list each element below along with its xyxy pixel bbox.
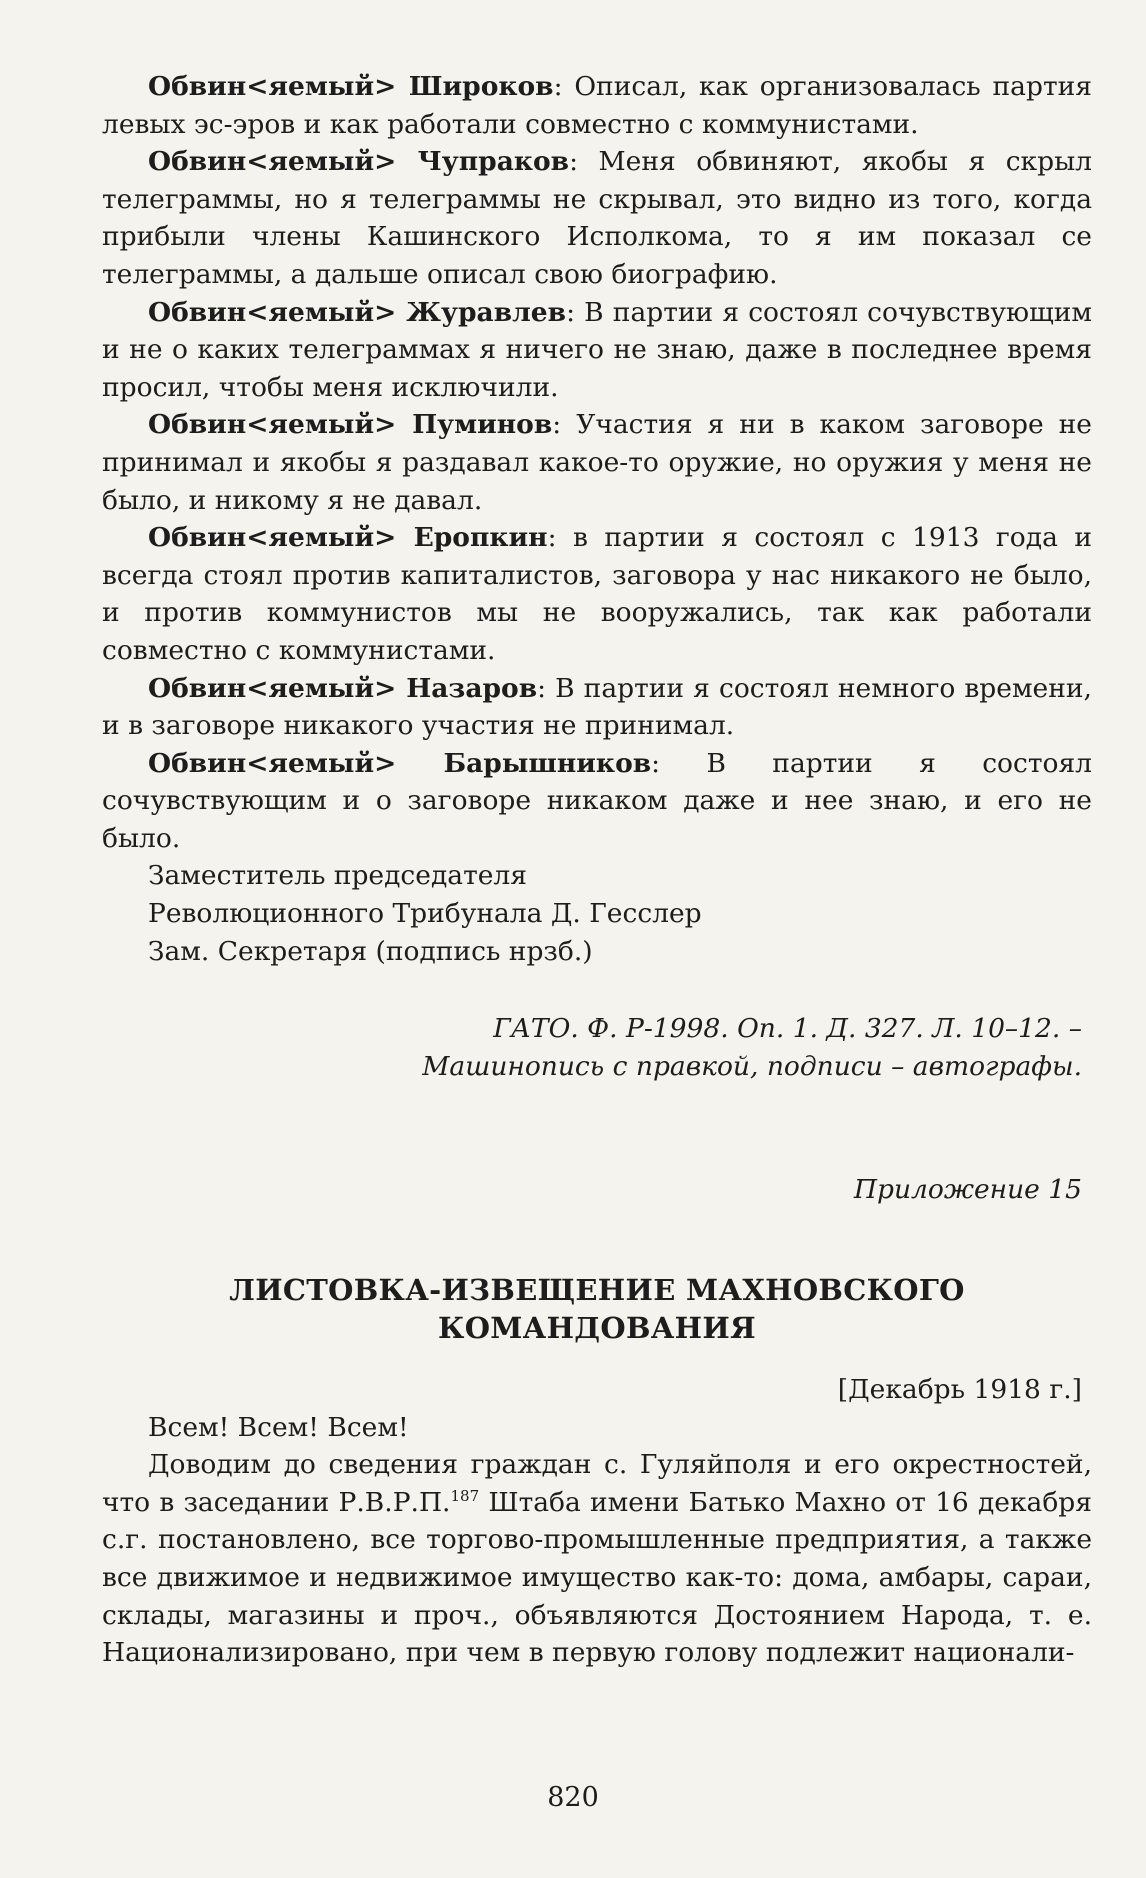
greeting: Всем! Всем! Всем!: [148, 1411, 409, 1443]
testimony-text: : Меня обвиняют, якобы я скрыл телеграммы, но я телеграммы не скрывал, это видно из того, когда прибыли члены Кашинского Исполкома, то я им показал се телеграммы, а дальше описал свою биографию.: [102, 146, 1092, 290]
title-line: ЛИСТОВКА-ИЗВЕЩЕНИЕ МАХНОВСКОГО: [229, 1273, 965, 1308]
page-number: 820: [547, 1782, 599, 1813]
section-title: [102, 1271, 1092, 1347]
defendant-name: Обвин<яемый> Пуминов: [148, 409, 553, 441]
signature-line: Заместитель председателя: [148, 860, 527, 892]
defendant-name: Обвин<яемый> Журавлев: [148, 296, 567, 328]
testimony-text: : В партии я состоял немного времени, и в заговоре никакого участия не принимал.: [102, 672, 1092, 742]
testimony-zhuravlev: [102, 294, 1092, 407]
testimony-shirokov: [102, 68, 1092, 143]
defendant-name: Обвин<яемый> Чупраков: [148, 146, 570, 178]
title-line: КОМАНДОВАНИЯ: [438, 1311, 756, 1346]
defendant-name: Обвин<яемый> Еропкин: [148, 522, 548, 554]
testimony-text: : в партии я состоял с 1913 года и всегда стоял против капиталистов, заговора у нас никакого не было, и против коммунистов мы не вооружались, так как работали совместно с коммунистами.: [102, 522, 1092, 666]
testimony-text: : В партии я состоял сочувствующим и о заговоре никаком даже и нее знаю, и его не было.: [102, 747, 1092, 854]
testimony-eropkin: [102, 519, 1092, 669]
source-note: Машинопись с правкой, подписи – автографы.: [422, 1050, 1082, 1082]
footnote-reference[interactable]: 187: [450, 1486, 480, 1505]
defendant-name: Обвин<яемый> Широков: [148, 71, 554, 102]
signature-line: Революционного Трибунала Д. Гесслер: [148, 898, 702, 930]
leaflet-body: [102, 1446, 1092, 1672]
testimony-text: : Участия я ни в каком заговоре не принимал и якобы я раздавал какое-то оружие, но оружия у меня не было, и никому я не давал.: [102, 409, 1092, 516]
testimony-text: : Описал, как организовалась партия левых эс-эров и как работали совместно с коммунистами.: [102, 71, 1092, 140]
testimony-text: : В партии я состоял сочувствующим и не о каких телеграммах я ничего не знаю, даже в последнее время просил, чтобы меня исключили.: [102, 296, 1092, 403]
archive-source: [102, 1010, 1092, 1085]
defendant-name: Обвин<яемый> Барышников: [148, 747, 652, 779]
source-reference: ГАТО. Ф. Р-1998. Оп. 1. Д. 327. Л. 10–12. –: [493, 1013, 1082, 1045]
testimony-nazarov: [102, 670, 1092, 745]
document-date: [Декабрь 1918 г.]: [837, 1374, 1082, 1406]
appendix-label: Приложение 15: [853, 1174, 1082, 1206]
testimony-baryshnikov: [102, 745, 1092, 858]
testimony-chuprakov: [102, 143, 1092, 293]
body-text: Штаба имени Батько Махно от 16 декабря с.г. постановлено, все торгово-промышленные предприятия, а также все движимое и недвижимое имущество как-то: дома, амбары, сараи, склады, магазины и проч., объявляются Достоянием Народа, т. е. Национализировано, при чем в первую голову подлежит национали-: [102, 1486, 1092, 1669]
testimony-puminov: [102, 406, 1092, 519]
signature-line: Зам. Секретаря (подпись нрзб.): [148, 935, 593, 967]
defendant-name: Обвин<яемый> Назаров: [148, 672, 538, 704]
body-text: Доводим до сведения граждан с. Гуляйполя и его окрестностей, что в заседании Р.В.Р.П.: [102, 1449, 1092, 1518]
document-page: [102, 68, 1092, 1672]
